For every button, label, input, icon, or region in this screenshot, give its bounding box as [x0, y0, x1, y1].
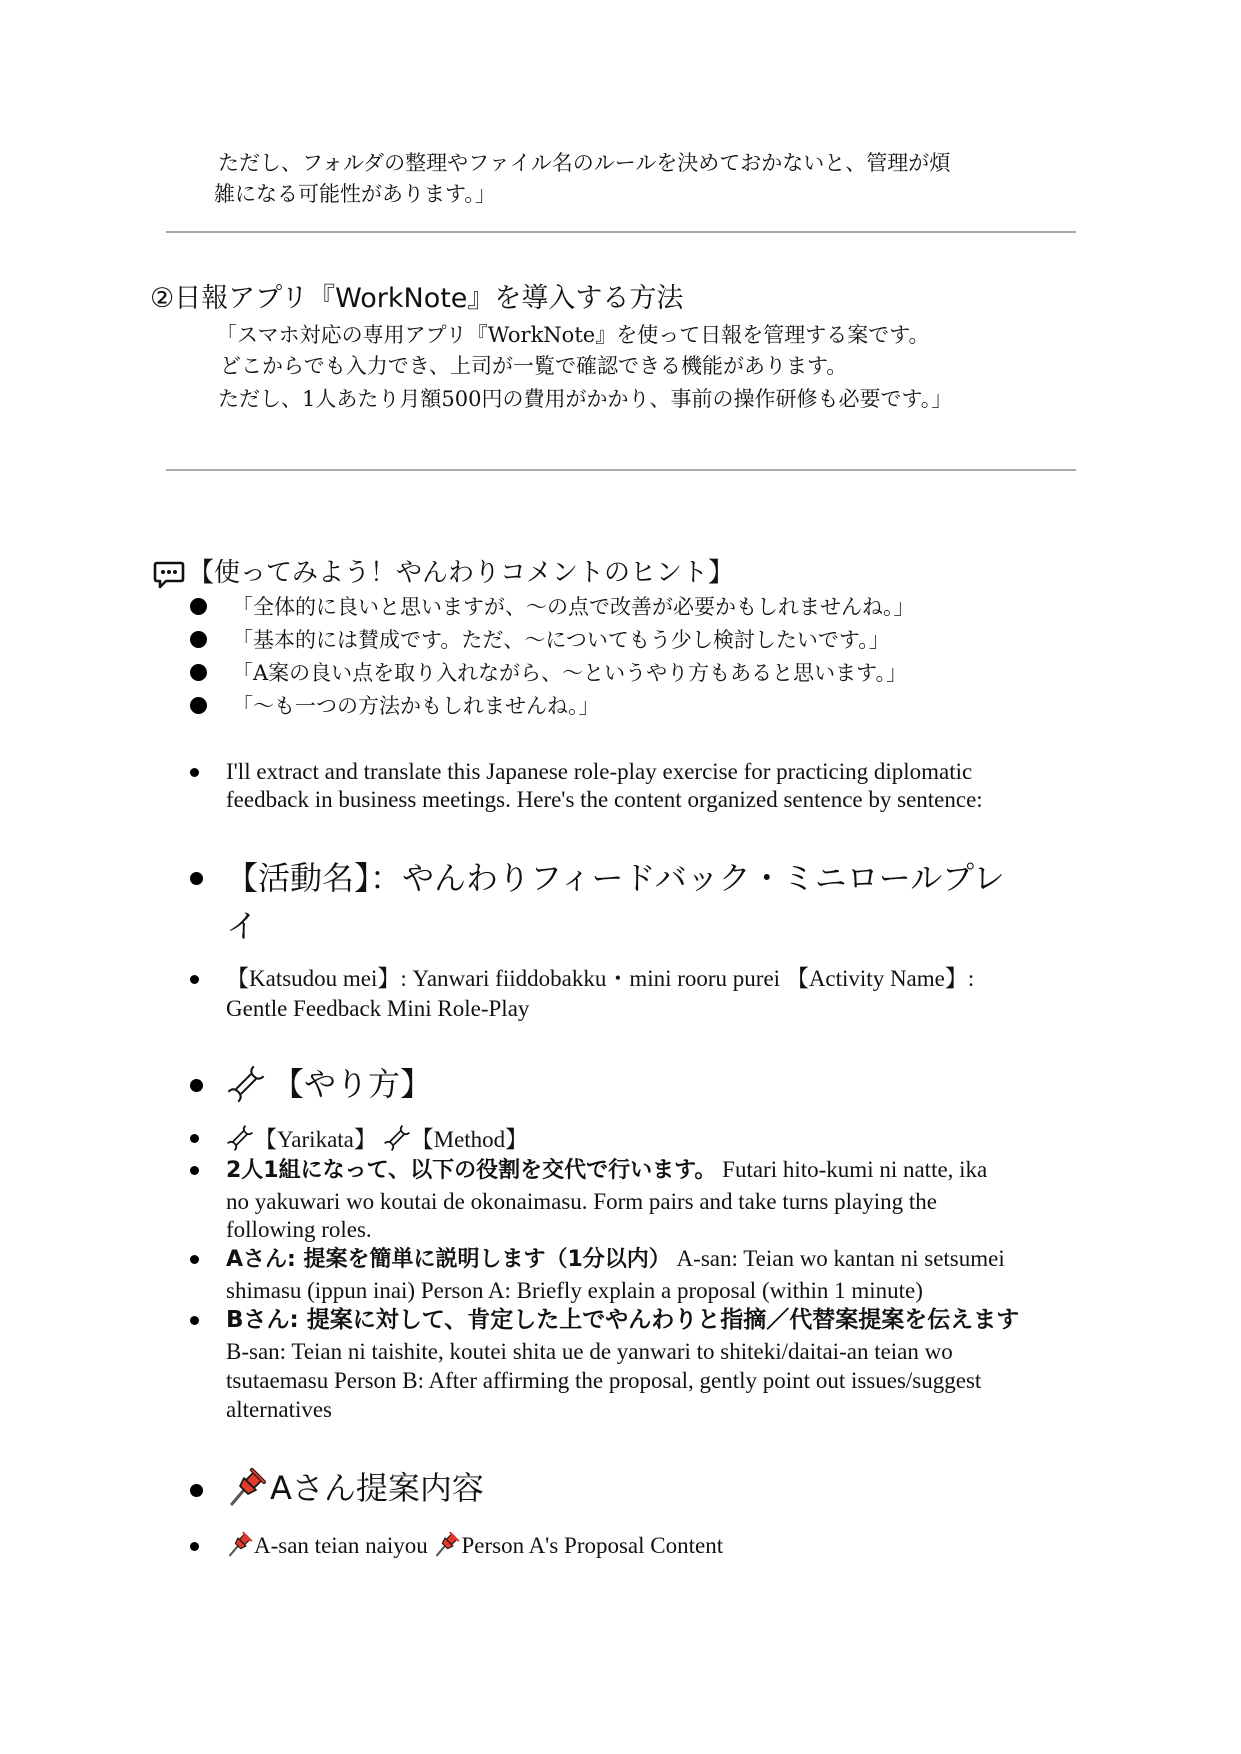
bullet [190, 1079, 203, 1092]
activity-translation: 【Katsudou mei】: Yanwari fiiddobakku・mini rooru purei 【Activity Name】: [226, 966, 975, 991]
pushpin-icon [226, 1530, 254, 1565]
bullet [190, 975, 199, 984]
section-text-line: ただし、1人あたり月額500円の費用がかかり、事前の操作研修も必要です。」 [218, 387, 953, 411]
step-text: B-san: Teian ni taishite, koutei shita ue de yanwari to shiteki/daitai-an teian wo [226, 1339, 953, 1364]
section-text-line: 「スマホ対応の専用アプリ『WorkNote』を使って日報を管理する案です。 [216, 323, 930, 347]
hint-item: 「〜も一つの方法かもしれませんね。」 [232, 694, 600, 718]
bullet [190, 664, 207, 681]
step-text: Futari hito-kumi ni natte, ika [722, 1157, 988, 1182]
activity-heading-cont: イ [226, 907, 259, 945]
bullet [190, 1316, 199, 1325]
step-text: A-san: Teian wo kantan ni setsumei [676, 1246, 1005, 1271]
wrench-icon [383, 1124, 411, 1159]
step-jp: 2人1組になって、以下の役割を交代で行います。 [226, 1158, 717, 1183]
bullet [190, 1255, 199, 1264]
section-text-line: どこからでも入力でき、上司が一覧で確認できる機能があります。 [220, 354, 848, 378]
step-text: following roles. [226, 1217, 372, 1242]
proposal-translation [226, 1530, 723, 1565]
hint-item: 「A案の良い点を取り入れながら、〜というやり方もあると思います。」 [232, 661, 907, 685]
divider [166, 231, 1076, 233]
pushpin-icon [226, 1466, 268, 1512]
intro-line: I'll extract and translate this Japanese role-play exercise for practicing diplomatic [226, 759, 973, 784]
proposal-romaji: A-san teian naiyou [254, 1532, 428, 1558]
step-text: shimasu (ippun inai) Person A: Briefly explain a proposal (within 1 minute) [226, 1278, 923, 1303]
step-text: alternatives [226, 1397, 333, 1422]
hint-item: 「全体的に良いと思いますが、〜の点で改善が必要かもしれませんね。」 [232, 595, 915, 619]
bullet [190, 631, 207, 648]
bullet [190, 697, 207, 714]
divider [166, 469, 1076, 471]
bullet [190, 1484, 203, 1497]
bullet [190, 768, 199, 777]
activity-heading: 【活動名】：やんわりフィードバック・ミニロールプレ [226, 859, 1005, 897]
section-heading: ②日報アプリ『WorkNote』を導入する方法 [150, 283, 684, 314]
method-label-romaji: 【Yarikata】 [254, 1126, 377, 1152]
method-heading: 【やり方】 [272, 1065, 433, 1103]
step-line [226, 1305, 1019, 1335]
method-label-en: 【Method】 [410, 1126, 529, 1152]
step-text: tsutaemasu Person B: After affirming the proposal, gently point out issues/suggest [226, 1368, 982, 1393]
bullet [190, 1134, 199, 1143]
bullet [190, 598, 207, 615]
step-text: no yakuwari wo koutai de okonaimasu. Form pairs and take turns playing the [226, 1189, 937, 1214]
proposal-heading: Aさん提案内容 [270, 1469, 484, 1507]
speech-bubble-icon [153, 560, 185, 594]
hint-item: 「基本的には賛成です。ただ、〜についてもう少し検討したいです。」 [232, 628, 890, 652]
pushpin-icon [433, 1530, 461, 1565]
step-line [226, 1245, 1005, 1274]
step-jp: Aさん: 提案を簡単に説明します（1分以内） [226, 1247, 671, 1272]
hints-heading: 【使ってみよう！やんわりコメントのヒント】 [188, 558, 735, 588]
bullet [190, 1166, 199, 1175]
wrench-icon [226, 1124, 254, 1159]
wrench-icon [226, 1064, 266, 1108]
quote-line: 雑になる可能性があります。」 [214, 182, 496, 206]
method-label-line [226, 1124, 528, 1159]
step-jp: Bさん: 提案に対して、肯定した上でやんわりと指摘／代替案提案を伝えます [226, 1307, 1020, 1333]
bullet [190, 1542, 199, 1551]
proposal-en: Person A's Proposal Content [461, 1532, 724, 1558]
step-line [226, 1156, 987, 1185]
bullet [190, 872, 203, 885]
quote-line: ただし、フォルダの整理やファイル名のルールを決めておかないと、管理が煩 [218, 151, 951, 175]
intro-line: feedback in business meetings. Here's the content organized sentence by sentence: [226, 787, 983, 812]
activity-translation: Gentle Feedback Mini Role-Play [226, 996, 530, 1021]
